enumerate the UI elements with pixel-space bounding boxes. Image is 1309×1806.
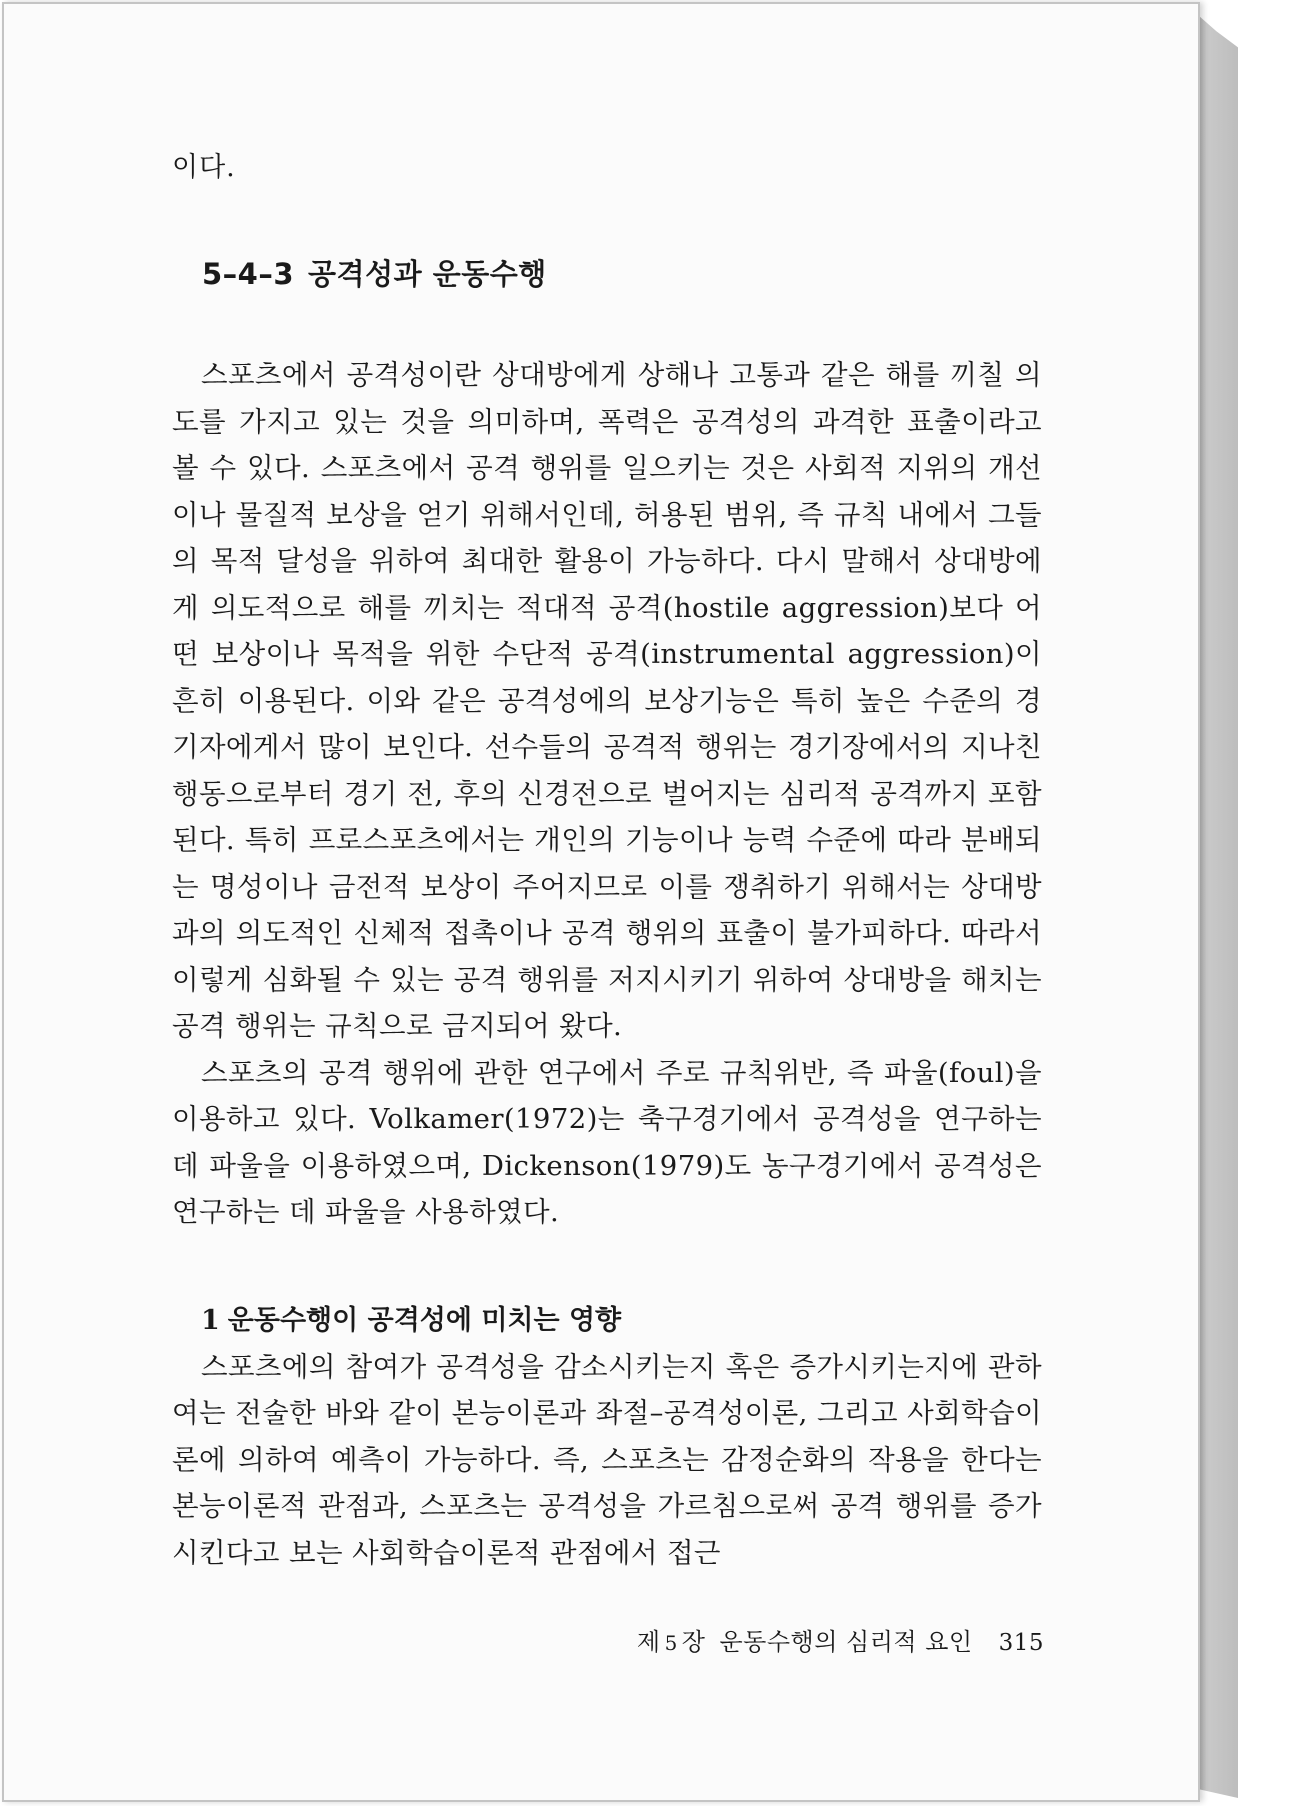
paragraph: 스포츠에의 참여가 공격성을 감소시키는지 혹은 증가시키는지에 관하여는 전술한 바와 같이 본능이론과 좌절–공격성이론, 그리고 사회학습이론에 의하여 예측이 가능하다. 즉, 스포츠는 감정순화의 작용을 한다는 본능이론적 관점과, 스포츠는 공격성을 가르침으로써 공격 행위를 증가시킨다고 보는 사회학습이론적 관점에서 접근: [172, 1350, 1042, 1569]
section-number: 5–4–3: [202, 257, 295, 291]
section-heading: [202, 250, 1042, 298]
subsection-title: 운동수행이 공격성에 미치는 영향: [227, 1304, 622, 1336]
section-title: 공격성과 운동수행: [308, 257, 547, 291]
book-page: [2, 2, 1200, 1802]
subsection-number: 1: [201, 1304, 220, 1336]
chapter-label: 제: [636, 1628, 661, 1656]
chapter-number: 5: [664, 1631, 678, 1655]
chapter-suffix: 장: [681, 1628, 706, 1656]
paragraph: 스포츠에서 공격성이란 상대방에게 상해나 고통과 같은 해를 끼칠 의도를 가지고 있는 것을 의미하며, 폭력은 공격성의 과격한 표출이라고 볼 수 있다. 스포츠에서 공격 행위를 일으키는 것은 사회적 지위의 개선이나 물질적 보상을 얻기 위해서인데, 허용된 범위, 즉 규칙 내에서 그들의 목적 달성을 위하여 최대한 활용이 가능하다. 다시 말해서 상대방에게 의도적으로 해를 끼치는 적대적 공격(hostile aggression)보다 어떤 보상이나 목적을 위한 수단적 공격(instrumental aggression)이 흔히 이용된다. 이와 같은 공격성에의 보상기능은 특히 높은 수준의 경기자에게서 많이 보인다. 선수들의 공격적 행위는 경기장에서의 지나친 행동으로부터 경기 전, 후의 신경전으로 벌어지는 심리적 공격까지 포함된다. 특히 프로스포츠에서는 개인의 기능이나 능력 수준에 따라 분배되는 명성이나 금전적 보상이 주어지므로 이를 쟁취하기 위해서는 상대방과의 의도적인 신체적 접촉이나 공격 행위의 표출이 불가피하다. 따라서 이렇게 심화될 수 있는 공격 행위를 저지시키기 위하여 상대방을 해치는 공격 행위는 규칙으로 금지되어 왔다.: [172, 359, 1042, 1042]
subsection-heading: [201, 1298, 1042, 1344]
lead-text: 이다.: [172, 152, 236, 183]
chapter-title: 운동수행의 심리적 요인: [719, 1628, 973, 1656]
page-footer: [614, 1622, 1044, 1657]
page-content: [172, 144, 1042, 1576]
paragraph: 스포츠의 공격 행위에 관한 연구에서 주로 규칙위반, 즉 파울(foul)을 이용하고 있다. Volkamer(1972)는 축구경기에서 공격성을 연구하는 데 파울을 이용하였으며, Dickenson(1979)도 농구경기에서 공격성은 연구하는 데 파울을 사용하였다.: [172, 1056, 1042, 1228]
page-number: 315: [998, 1630, 1044, 1656]
